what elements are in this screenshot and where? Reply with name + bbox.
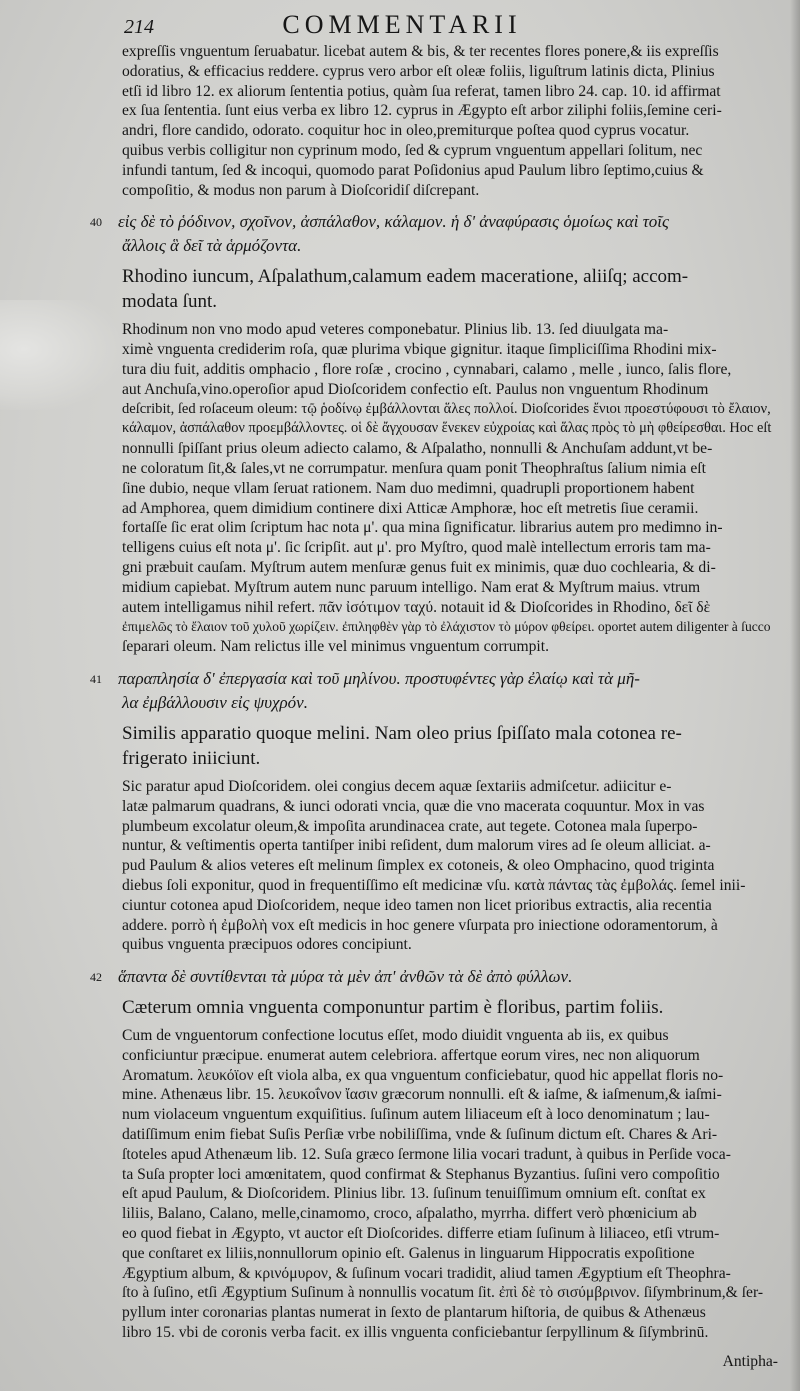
commentary-paragraph — [26, 1026, 778, 1343]
body-line — [122, 181, 778, 201]
body-line — [122, 1066, 778, 1086]
lemma-line — [122, 289, 778, 314]
body-line — [122, 1105, 778, 1125]
body-line — [122, 419, 778, 439]
greek-quotation — [26, 210, 778, 258]
line-text: nonnulli ſpiſſant prius oleum adiecto calamo, & Aſpalatho, nonnulli & Anchuſam addunt,vt be- — [122, 440, 713, 458]
commentary-paragraph — [26, 320, 778, 657]
line-text: nuntur, & veſtimentis operta tantiſper inibi reſident, dum malorum vires ad ſe oleum alliciat. a- — [122, 837, 711, 855]
line-text: ex ſua ſententia. ſunt eius verba ex libro 12. cyprus in Ægypto eſt arbor ziliphi foliis,ſemine ceri- — [122, 102, 722, 120]
body-line — [122, 598, 778, 618]
running-head — [26, 8, 778, 42]
line-text: midium capiebat. Myſtrum autem nunc paruum intelligo. Nam erat & Myſtrum maius. vtrum — [122, 578, 701, 596]
line-text: Cæterum omnia vnguenta componuntur partim è floribus, partim foliis. — [122, 997, 664, 1019]
body-line — [122, 1165, 778, 1185]
line-text: infundi tantum, ſed & incoqui, quomodo parat Poſidonius apud Paulum libro ſeptimo,cuius & — [122, 161, 704, 179]
line-text: ſto à ſuſino, etſi Ægyptium Suſinum à nonnullis vocatum ſit. ἐπὶ δὲ τὸ σισύμβρινον. ſiſymbrinum,& ſer- — [122, 1284, 764, 1302]
body-line — [122, 518, 778, 538]
body-line — [122, 935, 778, 955]
line-text: Ægyptium album, & κρινόμυρον, & ſuſinum vocari tradidit, aliud tamen Ægyptium eſt Theophra- — [122, 1264, 731, 1282]
body-line — [122, 1224, 778, 1244]
commentary-paragraph — [26, 777, 778, 955]
page-edge-shadow — [790, 0, 800, 1391]
body-line — [122, 62, 778, 82]
block-gap — [26, 1343, 778, 1353]
line-text: ſtoteles apud Athenæum lib. 12. Suſa græco ſermone lilia vocari tradunt, à quibus in Perſide voca- — [122, 1145, 731, 1163]
body-line — [122, 1244, 778, 1264]
line-text: diebus ſoli exponitur, quod in frequentiſſimo eſt medicinæ vſu. κατὰ πάντας τὰς ἐμβολάς. ſemel inii- — [122, 876, 746, 894]
line-text: etſi id libro 12. ex aliorum ſententia potius, quàm ſua referat, tamen libro 24. cap. 10. id affirmat — [122, 82, 721, 100]
line-text: telligens cuius eſt nota μ'. ſic ſcripſit. aut μ'. pro Myſtro, quod malè intellectum erroris tam ma- — [122, 539, 711, 557]
body-line — [122, 1204, 778, 1224]
body-line — [122, 101, 778, 121]
body-line — [122, 82, 778, 102]
line-text: andri, flore candido, odorato. coquitur hoc in oleo,premiturque poſtea quod cyprus vocatur. — [122, 122, 690, 140]
line-text: ta Suſa propter loci amœnitatem, quod confirmat & Stephanus Byzantius. ſuſini vero compoſitio — [122, 1165, 720, 1183]
line-text: ad Amphorea, quem dimidium continere dixi Atticæ Amphoræ, hoc eſt metretis ſiue ceramii. — [122, 499, 699, 517]
body-line — [122, 1323, 778, 1343]
greek-line — [90, 667, 778, 691]
body-line — [122, 876, 778, 896]
line-text: Sic paratur apud Dioſcoridem. olei congius decem aquæ ſextariis admiſcetur. adiicitur e- — [122, 777, 672, 795]
body-line — [122, 121, 778, 141]
note-number: 40 — [90, 215, 102, 230]
line-text: pyllum inter coronarias plantas numerat in ſexto de plantarum hiſtoria, de quibus & Athenæus — [122, 1304, 706, 1322]
line-text: λα ἐμβάλλουσιν εἰς ψυχρόν. — [122, 692, 308, 712]
line-text: modata ſunt. — [122, 291, 217, 313]
line-text: autem intelligamus nihil refert. πᾶν ἰσότιμον ταχύ. notauit id & Dioſcorides in Rhodino, δεῖ δὲ — [122, 598, 711, 616]
line-text: latæ palmarum quadrans, & iunci odorati vncia, quæ die vno macerata coquuntur. Mox in vas — [122, 797, 705, 815]
line-text: ἄλλοις ἃ δεῖ τὰ ἁρμόζοντα. — [122, 236, 302, 256]
body-line — [122, 1283, 778, 1303]
block-gap — [26, 657, 778, 667]
latin-lemma — [26, 721, 778, 771]
greek-line — [122, 691, 778, 715]
line-text: ἅπαντα δὲ συντίθενται τὰ μύρα τὰ μὲν ἀπ' ἀνθῶν τὰ δὲ ἀπὸ φύλλων. — [118, 967, 573, 987]
line-text: ſine dubio, neque vllam ſeruat rationem. Nam duo medimni, quadrupli proportionem habent — [122, 479, 695, 497]
body-line — [122, 777, 778, 797]
catchword: Antipha- — [722, 1352, 778, 1370]
body-line — [122, 1046, 778, 1066]
page-number: 214 — [124, 16, 154, 38]
commentary-paragraph — [26, 42, 778, 200]
greek-quotation — [26, 965, 778, 989]
body-line — [122, 360, 778, 380]
line-text: pud Paulum & alios veteres eſt melinum ſimplex ex cotoneis, & oleo Omphacino, quod triginta — [122, 857, 715, 875]
body-line — [122, 340, 778, 360]
line-text: eſt apud Paulum, & Dioſcoridem. Plinius libr. 13. ſuſinum tenuiſſimum omnium eſt. conſtat ex — [122, 1185, 706, 1203]
line-text: παραπλησία δ' ἐπεργασία καὶ τοῦ μηλίνου. προστυφέντες γὰρ ἐλαίῳ καὶ τὰ μῆ- — [118, 668, 640, 688]
line-text: mine. Athenæus libr. 15. λευκοΐνον ἴασιν græcorum nonnulli. eſt & iaſme, & iaſmenum,& iaſmi- — [122, 1086, 722, 1104]
body-line — [122, 836, 778, 856]
line-text: tura diu fuit, additis omphacio , flore roſæ , crocino , cynnabari, calamo , melle , iunco, ſalis flore, — [122, 360, 732, 378]
line-text: ἐπιμελῶς τὸ ἔλαιον τοῦ χυλοῦ χωρίζειν. ἐπιληφθὲν γὰρ τὸ ἐλάχιστον τὸ μύρον φθείρει. oportet autem diligenter à ſucco — [122, 619, 771, 635]
body-line — [122, 538, 778, 558]
body-line — [122, 1125, 778, 1145]
body-line — [122, 439, 778, 459]
line-text: odoratius, & efficacius reddere. cyprus vero arbor eſt oleæ foliis, liguſtrum latinis dicta, Plinius — [122, 62, 715, 80]
latin-lemma — [26, 995, 778, 1020]
body-line — [122, 797, 778, 817]
line-text: ſeparari oleum. Nam relictus ille vel minimus vnguentum corrumpit. — [122, 638, 549, 656]
note-number: 42 — [90, 970, 102, 985]
page-content — [26, 42, 778, 1353]
line-text: num violaceum vnguentum exquiſitius. ſuſinum autem liliaceum eſt à loco denominatum ; lau- — [122, 1106, 710, 1124]
line-text: ne coloratum ſit,& ſales,vt ne corrumpatur. menſura quam ponit Theophraſtus ſalium nimia eſt — [122, 459, 706, 477]
body-line — [122, 499, 778, 519]
note-number: 41 — [90, 671, 102, 686]
line-text: addere. porrò ἡ ἐμβολὴ vox eſt medicis in hoc genere vſurpata pro iniectione odoramentorum, à — [122, 916, 718, 934]
line-text: quibus vnguenta præcipuos odores concipiunt. — [122, 936, 412, 954]
greek-line — [90, 965, 778, 989]
body-line — [122, 1145, 778, 1165]
block-gap — [26, 200, 778, 210]
body-line — [122, 817, 778, 837]
line-text: eo quod fiebat in Ægypto, vt auctor eſt Dioſcorides. differre etiam ſuſinum à liliaceo, etſi vtrum- — [122, 1225, 720, 1243]
body-line — [122, 1264, 778, 1284]
body-line — [122, 459, 778, 479]
body-line — [122, 400, 778, 420]
body-line — [122, 42, 778, 62]
running-title: COMMENTARII — [282, 10, 522, 39]
body-line — [122, 637, 778, 657]
line-text: fortaſſe ſic erat olim ſcriptum hac nota μ'. qua mina ſignificatur. librarius autem pro medimno in- — [122, 519, 723, 537]
body-line — [122, 1184, 778, 1204]
line-text: Aromatum. λευκόϊον eſt viola alba, ex qua vnguentum conficiebatur, quod hic appellat floris no- — [122, 1066, 724, 1084]
line-text: plumbeum excolatur oleum,& impoſita arundinacea crate, aut tegete. Cotonea mala ſuperpo- — [122, 817, 698, 835]
line-text: expreſſis vnguentum ſeruabatur. licebat autem & bis, & ter recentes flores ponere,& iis expreſſis — [122, 43, 719, 60]
body-line — [122, 617, 778, 637]
lemma-line — [122, 995, 778, 1020]
body-line — [122, 141, 778, 161]
body-line — [122, 578, 778, 598]
line-text: κάλαμον, ἀσπάλαθον προεμβάλλοντες. οἱ δὲ ἄγχουσαν ἕνεκεν εὐχροίας καὶ ἅλας πρὸς τὸ μὴ φθείρεσθαι. Hoc eſt — [122, 420, 772, 437]
line-text: Rhodino iuncum, Aſpalathum,calamum eadem maceratione, aliiſq; accom- — [122, 266, 689, 288]
line-text: Rhodinum non vno modo apud veteres componebatur. Plinius lib. 13. ſed diuulgata ma- — [122, 321, 669, 339]
body-line — [122, 479, 778, 499]
greek-quotation — [26, 667, 778, 715]
body-line — [122, 1303, 778, 1323]
line-text: que conſtaret ex liliis,nonnullorum opinio eſt. Galenus in linguarum Hippocratis expoſitione — [122, 1244, 695, 1262]
line-text: Cum de vnguentorum confectione locutus eſſet, modo diuidit vnguenta ab iis, ex quibus — [122, 1027, 669, 1045]
line-text: quibus verbis colligitur non cyprinum modo, ſed & cyprum vnguentum appellari ſolitum, nec — [122, 141, 703, 159]
block-gap — [26, 955, 778, 965]
line-text: aut Anchuſa,vino.operoſior apud Dioſcoridem confectio eſt. Paulus non vnguentum Rhodinum — [122, 380, 709, 398]
body-line — [122, 380, 778, 400]
greek-line — [90, 210, 778, 234]
line-text: gni præbuit cauſam. Myſtrum autem menſuræ genus fuit ex minimis, quæ duo cochlearia, & di- — [122, 558, 716, 576]
line-text: ximè vnguenta crediderim roſa, quæ plurima vbique gignitur. itaque ſimpliciſſima Rhodini mix- — [122, 341, 717, 359]
line-text: datiſſimum enim fiebat Suſis Perſiæ vrbe nobiliſſima, vnde & ſuſinum dictum eſt. Chares & Ari- — [122, 1126, 718, 1144]
body-line — [122, 1085, 778, 1105]
line-text: conficiuntur præcipue. enumerat autem celebriora. affertque eorum vires, nec non aliquorum — [122, 1046, 700, 1064]
line-text: liliis, Balano, Calano, melle,cinamomo, croco, aſpalatho, myrrha. differt verò phœnicium ab — [122, 1205, 697, 1223]
line-text: εἰς δὲ τὸ ῥόδινον, σχοῖνον, ἀσπάλαθον, κάλαμον. ἡ δ' ἀναφύρασις ὁμοίως καὶ τοῖς — [118, 212, 669, 232]
lemma-line — [122, 746, 778, 771]
line-text: deſcribit, ſed roſaceum oleum: τῷ ῥοδίνῳ ἐμβάλλονται ἅλες πολλοί. Dioſcorides ἔνιοι προεστύφουσι τὸ ἔλαιον, — [122, 400, 771, 417]
body-line — [122, 320, 778, 340]
lemma-line — [122, 721, 778, 746]
body-line — [122, 558, 778, 578]
body-line — [122, 856, 778, 876]
body-line — [122, 1026, 778, 1046]
line-text: libro 15. vbi de coronis verba facit. ex illis vnguenta conficiebantur ſerpyllinum & ſiſymbrinū. — [122, 1324, 709, 1342]
line-text: ciuntur cotonea apud Dioſcoridem, neque ideo tamen non licet prioribus extractis, alia recentia — [122, 896, 712, 914]
lemma-line — [122, 264, 778, 289]
line-text: compoſitio, & modus non parum à Dioſcoridiſ diſcrepant. — [122, 181, 480, 199]
body-line — [122, 896, 778, 916]
greek-line — [122, 234, 778, 258]
latin-lemma — [26, 264, 778, 314]
body-line — [122, 916, 778, 936]
body-line — [122, 161, 778, 181]
line-text: Similis apparatio quoque melini. Nam oleo prius ſpiſſato mala cotonea re- — [122, 722, 682, 744]
line-text: frigerato iniiciunt. — [122, 747, 261, 769]
